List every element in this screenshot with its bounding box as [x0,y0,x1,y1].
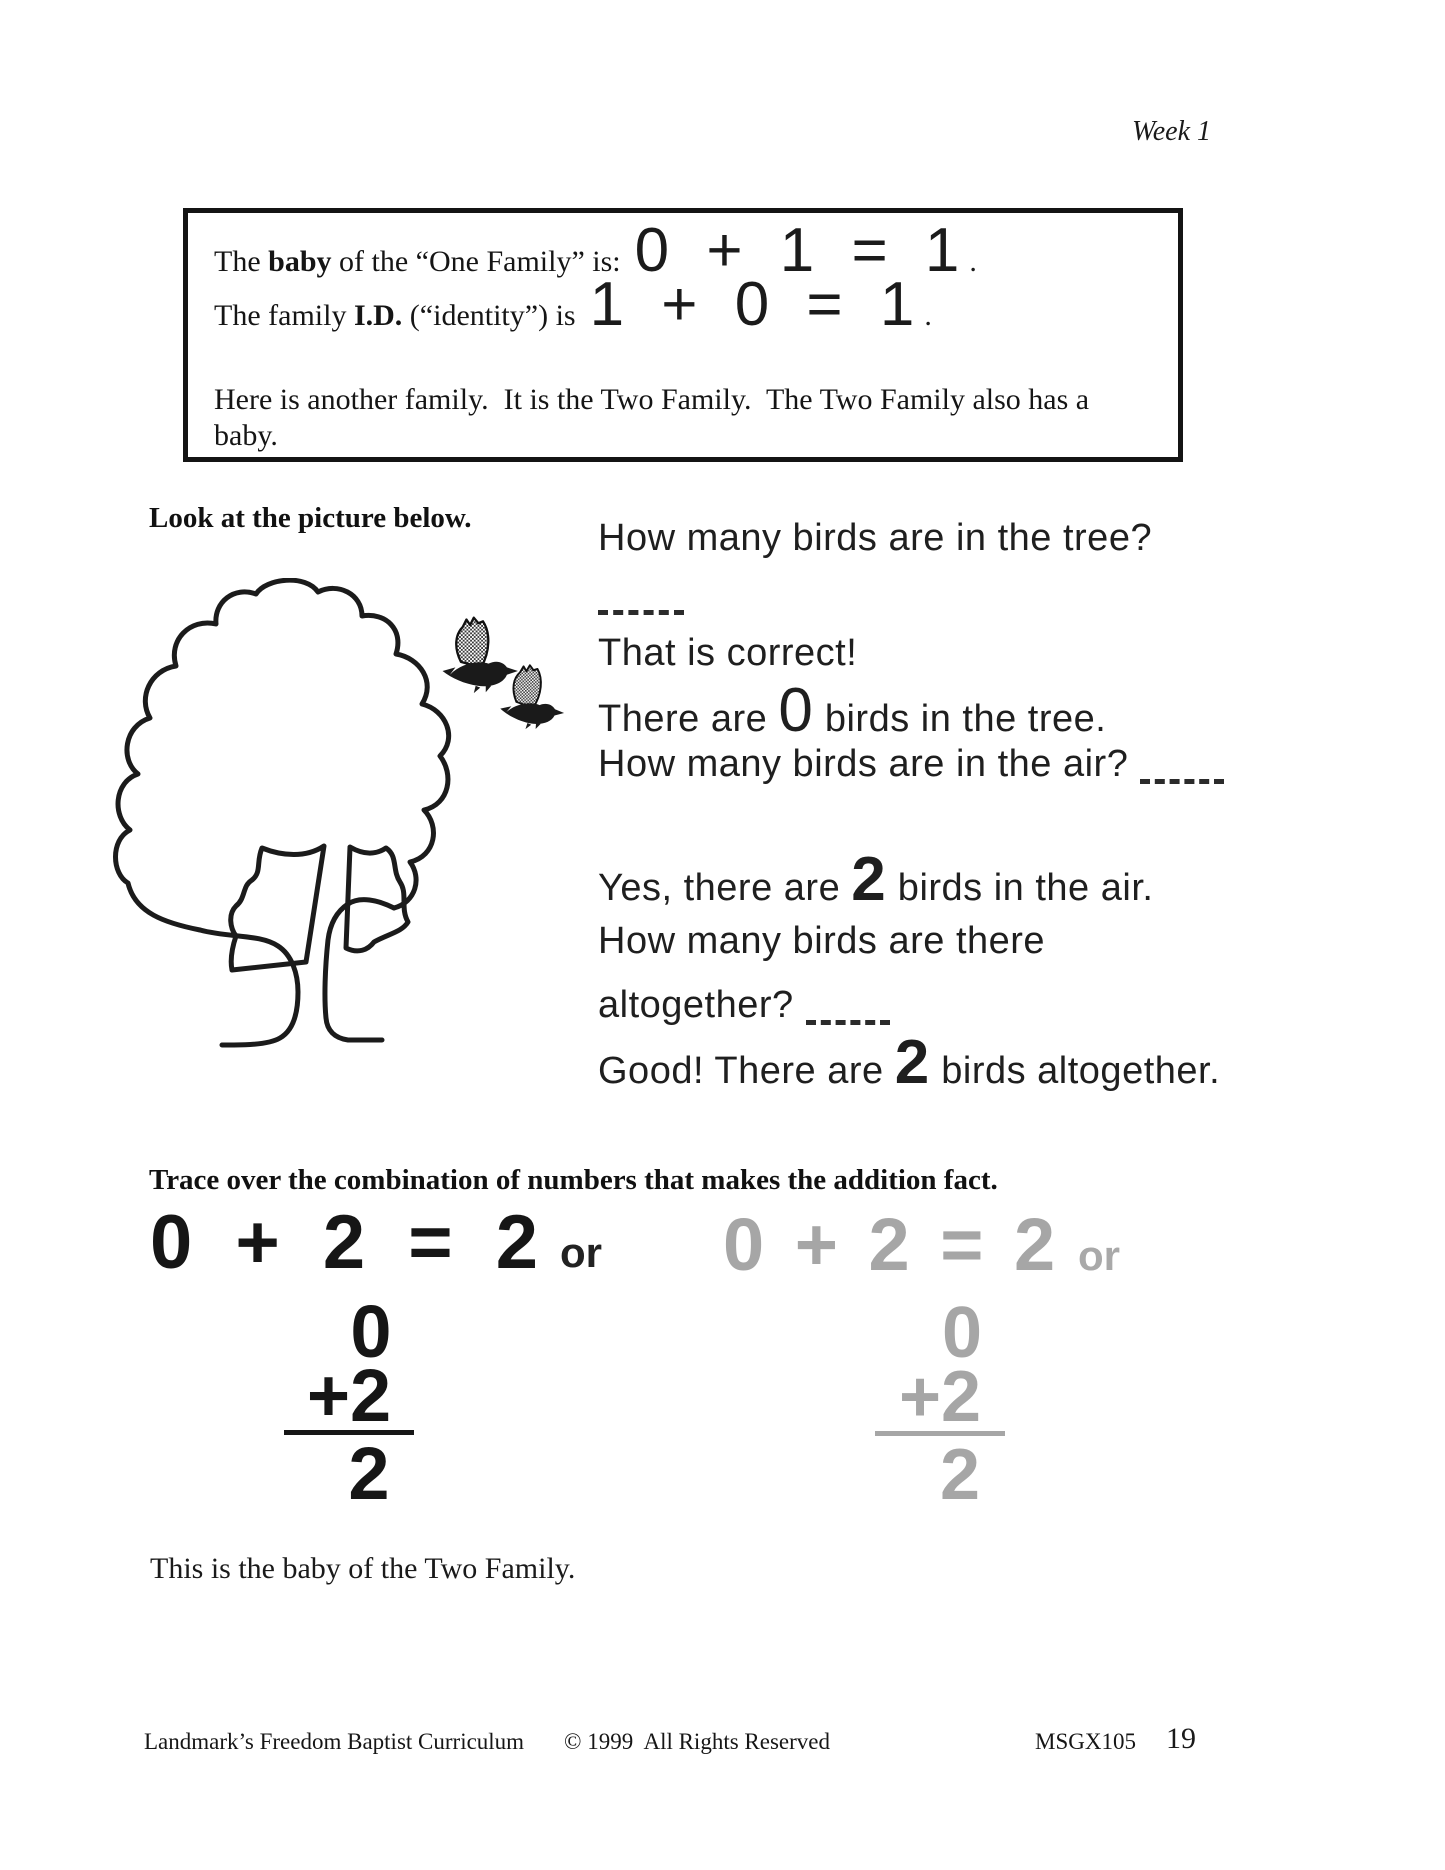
footer-copyright: © 1999 All Rights Reserved [564,1729,830,1754]
addition-fact-horizontal-solid: 0 + 2 = 2 [150,1200,550,1285]
addition-fact-vertical-solid [290,1290,420,1515]
or-label-solid: or [560,1229,602,1276]
intro-paragraph-line1: Here is another family. It is the Two Family. The Two Family also has a [214,383,1090,416]
intro-line2-pre: The family [214,299,354,332]
question-air-text: How many birds are in the air? [598,743,1129,785]
fact-total-pre: Good! There are [598,1050,895,1092]
tree-trunk-left [200,930,298,1045]
confirmation-text: That is correct! [598,632,858,674]
or-label-traceable: or [1078,1232,1120,1279]
week-label: Week 1 [1132,116,1212,147]
tree-trunk-right [325,900,394,1040]
flying-birds-illustration [425,608,570,740]
addition-fact-vertical-traceable [881,1293,1011,1515]
question-birds-in-air [598,745,1224,783]
tree-branch-gap-left [231,846,324,970]
answer-blank-air [1140,779,1224,784]
answer-blank-total [806,1020,890,1025]
question-total-text: altogether? [598,984,794,1026]
fact-total-post: birds altogether. [930,1050,1221,1092]
intro-paragraph-line2: baby. [214,419,278,452]
intro-line1-post: of the “One Family” is: [331,245,621,278]
fact-air-post: birds in the air. [886,867,1154,909]
vertical-addend-top: 0 [350,1290,392,1373]
intro-line1-bold-term: baby [268,245,332,278]
picture-heading: Look at the picture below. [149,502,472,534]
footer-publisher: Landmark’s Freedom Baptist Curriculum [144,1729,525,1754]
equation-one-plus-zero: 1 + 0 = 1 [589,270,925,339]
intro-box [183,208,1183,462]
tree-drawing [110,578,460,1053]
answer-blank-tree [598,610,684,615]
closing-sentence: This is the baby of the Two Family. [150,1552,576,1585]
bird-icon [443,618,518,693]
fact-tree-number: 0 [778,676,814,745]
fact-tree-post: birds in the tree. [813,698,1107,740]
fact-air-pre: Yes, there are [598,867,852,909]
vertical-sum: 2 [939,1435,981,1515]
vertical-operator-addend: +2 [875,1365,1005,1436]
question-total-line1: How many birds are there [598,920,1046,962]
intro-line2-bold-term: I.D. [353,299,403,332]
intro-line-identity [214,270,932,339]
question-total-line2 [598,986,890,1024]
fact-birds-in-tree [598,676,1107,745]
fact-birds-total [598,1028,1221,1097]
equation-two-period: . [924,299,932,332]
page-number: 19 [1166,1722,1196,1755]
intro-line1-pre: The [214,245,269,278]
fact-air-number: 2 [851,845,887,914]
vertical-addend-top: 0 [941,1293,983,1373]
intro-line2-text [214,299,576,333]
fact-birds-in-air [598,845,1154,914]
intro-line2-post: (“identity”) is [402,299,576,332]
fact-total-number: 2 [894,1028,931,1097]
question-birds-in-tree: How many birds are in the tree? [598,517,1153,559]
fact-tree-pre: There are [598,698,779,740]
vertical-operator-addend: +2 [284,1364,414,1435]
equation-one-period: . [969,245,977,278]
vertical-sum: 2 [348,1432,390,1515]
footer-product-code: MSGX105 [1035,1729,1136,1754]
equation-zero-plus-one: 0 + 1 = 1 [634,216,970,285]
trace-instruction: Trace over the combination of numbers that makes the addition fact. [149,1164,998,1196]
addition-fact-horizontal-traceable: 0 + 2 = 2 [723,1203,1061,1286]
